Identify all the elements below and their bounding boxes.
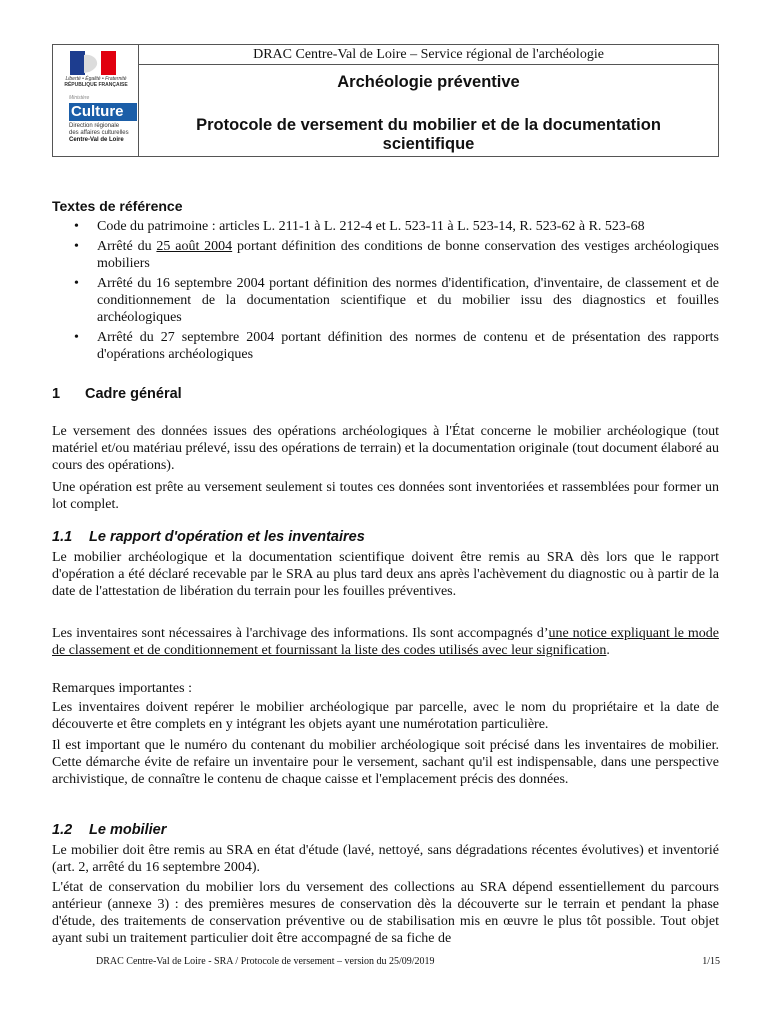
- document-title: Archéologie préventive: [337, 73, 520, 91]
- reference-item: • Arrêté du 27 septembre 2004 portant définition des normes de contenu et de présentation des rapports d'opérations archéologiques: [74, 330, 719, 362]
- header-text-area: [139, 45, 718, 156]
- section-1-paragraph-2: Une opération est prête au versement seulement si toutes ces données sont inventoriées et rassemblées pour former un lot complet.: [52, 480, 719, 512]
- bullet-icon: •: [74, 276, 79, 291]
- section-number: 1.1: [52, 529, 73, 545]
- section-number: 1: [52, 386, 61, 402]
- culture-wordmark: Culture: [69, 103, 137, 121]
- republic-text: [57, 76, 135, 88]
- section-1-1-paragraph-3: Les inventaires doivent repérer le mobilier archéologique par parcelle, avec le nom du propriétaire et la date de découverte et être complets en y intégrant les objets ayant une numérotation particulière.: [52, 700, 719, 732]
- notice-underlined-text: une notice expliquant le mode de classement et de conditionnement et fournissant la liste des codes utilisés avec leur signification: [52, 626, 719, 658]
- department-line: DRAC Centre-Val de Loire – Service régional de l'archéologie: [139, 45, 718, 65]
- direction-line-2: des affaires culturelles: [69, 130, 129, 136]
- reference-item: • Arrêté du 16 septembre 2004 portant définition des normes d'identification, d'inventaire, de classement et de conditionnement de la documentation scientifique et du mobilier issu des diagnostics et fouilles archéologiques: [74, 276, 719, 325]
- motto-text: Liberté • Égalité • Fraternité: [65, 76, 127, 82]
- section-1-1-paragraph-2: Les inventaires sont nécessaires à l'archivage des informations. Ils sont accompagnés d’une notice expliquant le mode de classement et de conditionnement et fournissant la liste des codes utilisés avec leur signification.: [52, 626, 719, 658]
- reference-item: • Code du patrimoine : articles L. 211-1 à L. 212-4 et L. 523-11 à L. 523-14, R. 523-62 à R. 523-68: [74, 219, 645, 234]
- remarks-label: Remarques importantes :: [52, 681, 192, 696]
- marianne-flag-icon: [70, 51, 116, 75]
- section-1-paragraph-1: Le versement des données issues des opérations archéologiques à l'État concerne le mobilier archéologique (tout matériel et/ou matériau prélevé, issu des opérations de terrain) et la documentation originale (tout document élaboré au cours des opérations).: [52, 424, 719, 473]
- ministry-logo: [53, 45, 139, 156]
- reference-date-underlined: 25 août 2004: [156, 239, 233, 254]
- references-heading: Textes de référence: [52, 198, 183, 214]
- direction-line-1: Direction régionale: [69, 123, 120, 129]
- section-1-heading: [52, 386, 719, 402]
- region-label: Centre-Val de Loire: [69, 137, 124, 143]
- references-list: [52, 218, 719, 366]
- page-number: 1/15: [702, 956, 720, 967]
- section-1-2-paragraph-2: L'état de conservation du mobilier lors du versement des collections au SRA dépend essentiellement du parcours antérieur (annexe 3) : des premières mesures de conservation dès la découverte sur le terrain et pendant la phase d'étude, des traitements de conservation préventive ou de stabilisation mis en œuvre le plus tôt possible. Tout objet ayant subi un traitement particulier doit être accompagné de sa fiche de: [52, 880, 719, 946]
- page-footer: [96, 956, 720, 967]
- section-1-1-paragraph-4: Il est important que le numéro du contenant du mobilier archéologique soit précisé dans les inventaires de mobilier. Cette démarche évite de refaire un inventaire pour le versement, sachant qu'il est indispensable, dans une perspective archivistique, de connaître le contenu de chaque caisse et l'emplacement précis des données.: [52, 738, 719, 787]
- section-1-1-heading: [52, 529, 719, 545]
- document-header: [52, 44, 719, 157]
- bullet-icon: •: [74, 330, 79, 345]
- ministry-small-text: Ministère: [69, 95, 90, 101]
- republic-label: RÉPUBLIQUE FRANÇAISE: [64, 82, 128, 88]
- section-number: 1.2: [52, 822, 73, 838]
- section-title: Cadre général: [85, 386, 182, 402]
- bullet-icon: •: [74, 239, 79, 254]
- bullet-icon: •: [74, 219, 79, 234]
- section-title: Le mobilier: [89, 822, 167, 838]
- section-1-1-paragraph-1: Le mobilier archéologique et la documentation scientifique doivent être remis au SRA dès lors que le rapport d'opération a été déclaré recevable par le SRA au plus tard deux ans après l'achèvement du diagnostic ou à partir de la date de l'attestation de libération du terrain pour les fouilles préventives.: [52, 550, 719, 599]
- direction-text: [69, 123, 137, 144]
- footer-text: DRAC Centre-Val de Loire - SRA / Protocole de versement – version du 25/09/2019: [96, 956, 435, 967]
- section-title: Le rapport d'opération et les inventaires: [89, 529, 365, 545]
- section-1-2-paragraph-1: Le mobilier doit être remis au SRA en état d'étude (lavé, nettoyé, sans dégradations récentes évolutives) et inventorié (art. 2, arrêté du 16 septembre 2004).: [52, 843, 719, 875]
- document-subtitle: Protocole de versement du mobilier et de la documentation scientifique: [196, 116, 661, 153]
- reference-item: • Arrêté du 25 août 2004 portant définition des conditions de bonne conservation des vestiges archéologiques mobiliers: [74, 239, 719, 271]
- section-1-2-heading: [52, 822, 719, 838]
